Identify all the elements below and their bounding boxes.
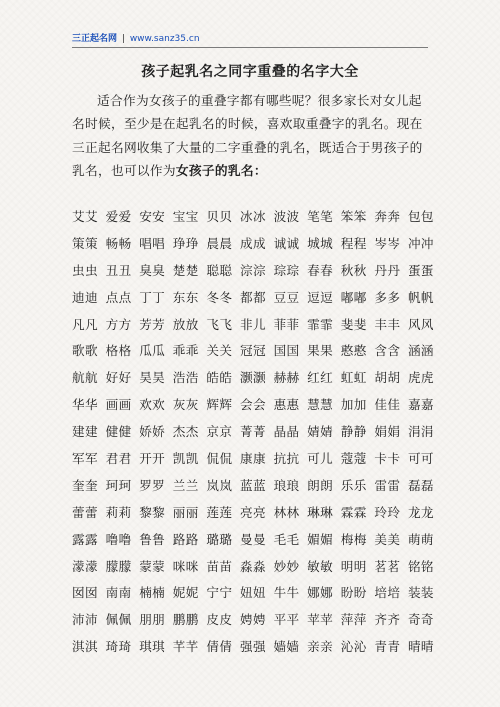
- name-entry: 画画: [105, 397, 132, 413]
- names-row: [72, 317, 434, 344]
- name-entry: 娜娜: [307, 585, 334, 601]
- name-entry: 健健: [105, 424, 132, 440]
- name-entry: 涓涓: [407, 424, 434, 440]
- name-entry: 惠惠: [273, 397, 300, 413]
- name-entry: 毛毛: [273, 531, 300, 547]
- name-entry: 沛沛: [72, 612, 98, 628]
- name-entry: 茗茗: [374, 558, 401, 574]
- name-entry: 倩倩: [206, 639, 233, 655]
- name-entry: 辉辉: [206, 397, 233, 413]
- name-entry: 诚诚: [273, 235, 300, 251]
- name-entry: 华华: [72, 397, 98, 413]
- name-entry: 冰冰: [239, 209, 266, 224]
- name-entry: 珂珂: [105, 477, 132, 493]
- name-entry: 方方: [105, 316, 132, 332]
- name-entry: 康康: [239, 451, 266, 467]
- name-entry: 曼曼: [239, 531, 266, 547]
- names-grid: [72, 209, 434, 666]
- name-entry: 蔻蔻: [340, 451, 367, 467]
- name-entry: 乐乐: [340, 477, 367, 493]
- name-entry: 抗抗: [273, 451, 300, 467]
- name-entry: 美美: [374, 531, 401, 547]
- name-entry: 丹丹: [374, 262, 401, 278]
- name-entry: 晶晶: [273, 424, 300, 440]
- name-entry: 凯凯: [172, 451, 199, 467]
- names-row: [72, 559, 434, 586]
- name-entry: 冲冲: [407, 235, 434, 251]
- name-entry: 嘉嘉: [407, 397, 434, 413]
- names-row: [72, 639, 434, 666]
- name-entry: 濛濛: [72, 558, 98, 574]
- name-entry: 建建: [72, 424, 98, 440]
- name-entry: 贝贝: [206, 209, 233, 224]
- name-entry: 咪咪: [172, 558, 199, 574]
- name-entry: 红红: [307, 370, 334, 386]
- name-entry: 装装: [407, 585, 434, 601]
- name-entry: 乖乖: [172, 343, 199, 359]
- name-entry: 逗逗: [307, 289, 334, 305]
- name-entry: 蕾蕾: [72, 504, 98, 520]
- name-entry: 霏霏: [307, 316, 334, 332]
- name-entry: 嫱嫱: [273, 639, 300, 655]
- name-entry: 沁沁: [340, 639, 367, 655]
- name-entry: 多多: [374, 289, 401, 305]
- name-entry: 蛋蛋: [407, 262, 434, 278]
- name-entry: 卡卡: [374, 451, 401, 467]
- name-entry: 瓜瓜: [139, 343, 166, 359]
- name-entry: 歌歌: [72, 343, 98, 359]
- name-entry: 灏灏: [239, 370, 266, 386]
- names-row: [72, 209, 434, 236]
- name-entry: 婧婧: [307, 424, 334, 440]
- name-entry: 憨憨: [340, 343, 367, 359]
- name-entry: 欢欢: [139, 397, 166, 413]
- name-entry: 佳佳: [374, 397, 401, 413]
- name-entry: 芳芳: [139, 316, 166, 332]
- names-row: [72, 478, 434, 505]
- name-entry: 开开: [139, 451, 166, 467]
- name-entry: 琅琅: [273, 477, 300, 493]
- name-entry: 含含: [374, 343, 401, 359]
- name-entry: 妞妞: [239, 585, 266, 601]
- name-entry: 苗苗: [206, 558, 233, 574]
- name-entry: 琳琳: [307, 504, 334, 520]
- name-entry: 皓皓: [206, 370, 233, 386]
- name-entry: 培培: [374, 585, 401, 601]
- name-entry: 梅梅: [340, 531, 367, 547]
- name-entry: 冠冠: [239, 343, 266, 359]
- name-entry: 点点: [105, 289, 132, 305]
- name-entry: 成成: [239, 235, 266, 251]
- name-entry: 策策: [72, 235, 98, 251]
- name-entry: 亲亲: [307, 639, 334, 655]
- name-entry: 东东: [172, 289, 199, 305]
- name-entry: 明明: [340, 558, 367, 574]
- name-entry: 娉娉: [239, 612, 266, 628]
- name-entry: 妙妙: [273, 558, 300, 574]
- names-row: [72, 397, 434, 424]
- name-entry: 程程: [340, 235, 367, 251]
- name-entry: 冬冬: [206, 289, 233, 305]
- name-entry: 爱爱: [105, 209, 132, 224]
- name-entry: 雷雷: [374, 477, 401, 493]
- name-entry: 可可: [407, 451, 434, 467]
- name-entry: 芊芊: [172, 639, 199, 655]
- name-entry: 迪迪: [72, 289, 98, 305]
- name-entry: 春春: [307, 262, 334, 278]
- name-entry: 国国: [273, 343, 300, 359]
- name-entry: 都都: [239, 289, 266, 305]
- names-row: [72, 290, 434, 317]
- name-entry: 强强: [239, 639, 266, 655]
- name-entry: 京京: [206, 424, 233, 440]
- name-entry: 唱唱: [139, 235, 166, 251]
- name-entry: 皮皮: [206, 612, 233, 628]
- names-row: [72, 263, 434, 290]
- name-entry: 果果: [307, 343, 334, 359]
- name-entry: 朗朗: [307, 477, 334, 493]
- name-entry: 豆豆: [273, 289, 300, 305]
- name-entry: 莉莉: [105, 504, 132, 520]
- name-entry: 灰灰: [172, 397, 199, 413]
- name-entry: 虎虎: [407, 370, 434, 386]
- name-entry: 盼盼: [340, 585, 367, 601]
- name-entry: 关关: [206, 343, 233, 359]
- name-entry: 敏敏: [307, 558, 334, 574]
- name-entry: 奇奇: [407, 612, 434, 628]
- name-entry: 菲菲: [273, 316, 300, 332]
- name-entry: 宝宝: [172, 209, 199, 224]
- name-entry: 秋秋: [340, 262, 367, 278]
- name-entry: 君君: [105, 451, 132, 467]
- name-entry: 飞飞: [206, 316, 233, 332]
- name-entry: 臭臭: [139, 262, 166, 278]
- name-entry: 晴晴: [407, 639, 434, 655]
- names-row: [72, 370, 434, 397]
- name-entry: 妮妮: [172, 585, 199, 601]
- name-entry: 琮琮: [273, 262, 300, 278]
- name-entry: 南南: [105, 585, 132, 601]
- name-entry: 杰杰: [172, 424, 199, 440]
- name-entry: 包包: [407, 209, 434, 224]
- name-entry: 奔奔: [374, 209, 401, 224]
- intro-paragraph: [72, 89, 428, 182]
- name-entry: 囡囡: [72, 585, 98, 601]
- name-entry: 淇淇: [72, 639, 98, 655]
- name-entry: 风风: [407, 316, 434, 332]
- names-row: [72, 612, 434, 639]
- name-entry: 牛牛: [273, 585, 300, 601]
- name-entry: 路路: [172, 531, 199, 547]
- names-row: [72, 585, 434, 612]
- site-url-link[interactable]: www.sanz35.cn: [129, 34, 200, 44]
- name-entry: 帆帆: [407, 289, 434, 305]
- name-entry: 赫赫: [273, 370, 300, 386]
- name-entry: 玲玲: [374, 504, 401, 520]
- name-entry: 苹苹: [307, 612, 334, 628]
- name-entry: 璐璐: [206, 531, 233, 547]
- name-entry: 聪聪: [206, 262, 233, 278]
- name-entry: 丁丁: [139, 289, 166, 305]
- name-entry: 格格: [105, 343, 132, 359]
- name-entry: 侃侃: [206, 451, 233, 467]
- name-entry: 萍萍: [340, 612, 367, 628]
- page-header: [72, 33, 428, 53]
- name-entry: 磊磊: [407, 477, 434, 493]
- name-entry: 萌萌: [407, 531, 434, 547]
- name-entry: 淙淙: [239, 262, 266, 278]
- name-entry: 胡胡: [374, 370, 401, 386]
- name-entry: 丽丽: [172, 504, 199, 520]
- name-entry: 加加: [340, 397, 367, 413]
- name-entry: 斐斐: [340, 316, 367, 332]
- name-entry: 淼淼: [239, 558, 266, 574]
- name-entry: 青青: [374, 639, 401, 655]
- name-entry: 琤琤: [172, 235, 199, 251]
- name-entry: 平平: [273, 612, 300, 628]
- header-divider: [72, 47, 428, 48]
- name-entry: 岚岚: [206, 477, 233, 493]
- name-entry: 兰兰: [172, 477, 199, 493]
- site-name[interactable]: 三正起名网: [72, 34, 118, 44]
- name-entry: 齐齐: [374, 612, 401, 628]
- name-entry: 涵涵: [407, 343, 434, 359]
- names-row: [72, 451, 434, 478]
- name-entry: 波波: [273, 209, 300, 224]
- name-entry: 宁宁: [206, 585, 233, 601]
- name-entry: 罗罗: [139, 477, 166, 493]
- name-entry: 丰丰: [374, 316, 401, 332]
- name-entry: 军军: [72, 451, 98, 467]
- name-entry: 鹏鹏: [172, 612, 199, 628]
- name-entry: 莲莲: [206, 504, 233, 520]
- names-row: [72, 505, 434, 532]
- name-entry: 笔笔: [307, 209, 334, 224]
- name-entry: 丑丑: [105, 262, 132, 278]
- name-entry: 好好: [105, 370, 132, 386]
- name-entry: 楠楠: [139, 585, 166, 601]
- name-entry: 可儿: [307, 451, 334, 467]
- names-row: [72, 236, 434, 263]
- name-entry: 露露: [72, 531, 98, 547]
- name-entry: 畅畅: [105, 235, 132, 251]
- name-entry: 岑岑: [374, 235, 401, 251]
- name-entry: 艾艾: [72, 209, 98, 224]
- name-entry: 霖霖: [340, 504, 367, 520]
- name-entry: 亮亮: [239, 504, 266, 520]
- name-entry: 噜噜: [105, 531, 132, 547]
- name-entry: 虫虫: [72, 262, 98, 278]
- name-entry: 昊昊: [139, 370, 166, 386]
- name-entry: 媚媚: [307, 531, 334, 547]
- header-separator: |: [121, 34, 125, 44]
- name-entry: 虹虹: [340, 370, 367, 386]
- name-entry: 朋朋: [139, 612, 166, 628]
- name-entry: 菁菁: [239, 424, 266, 440]
- name-entry: 佩佩: [105, 612, 132, 628]
- name-entry: 铭铭: [407, 558, 434, 574]
- name-entry: 娇娇: [139, 424, 166, 440]
- name-entry: 安安: [139, 209, 166, 224]
- name-entry: 航航: [72, 370, 98, 386]
- name-entry: 非儿: [239, 316, 266, 332]
- name-entry: 凡凡: [72, 316, 98, 332]
- name-entry: 琦琦: [105, 639, 132, 655]
- name-entry: 奎奎: [72, 477, 98, 493]
- name-entry: 蓝蓝: [239, 477, 266, 493]
- name-entry: 琪琪: [139, 639, 166, 655]
- name-entry: 林林: [273, 504, 300, 520]
- names-row: [72, 532, 434, 559]
- name-entry: 会会: [239, 397, 266, 413]
- name-entry: 朦朦: [105, 558, 132, 574]
- name-entry: 晨晨: [206, 235, 233, 251]
- page-title: 孩子起乳名之同字重叠的名字大全: [141, 64, 359, 80]
- name-entry: 鲁鲁: [139, 531, 166, 547]
- name-entry: 笨笨: [340, 209, 367, 224]
- names-row: [72, 424, 434, 451]
- name-entry: 浩浩: [172, 370, 199, 386]
- name-entry: 静静: [340, 424, 367, 440]
- name-entry: 城城: [307, 235, 334, 251]
- name-entry: 娟娟: [374, 424, 401, 440]
- name-entry: 楚楚: [172, 262, 199, 278]
- intro-text: 适合作为女孩子的重叠字都有哪些呢？很多家长对女儿起名时候，至少是在起乳名的时候，喜欢取重叠字的乳名。现在三正起名网收集了大量的二字重叠的乳名，既适合于男孩子的乳名，也可以作为: [72, 93, 423, 178]
- name-entry: 慧慧: [307, 397, 334, 413]
- intro-emphasis: 女孩子的乳名：: [175, 162, 267, 178]
- name-entry: 蒙蒙: [139, 558, 166, 574]
- names-row: [72, 343, 434, 370]
- name-entry: 嘟嘟: [340, 289, 367, 305]
- name-entry: 龙龙: [407, 504, 434, 520]
- name-entry: 放放: [172, 316, 199, 332]
- name-entry: 黎黎: [139, 504, 166, 520]
